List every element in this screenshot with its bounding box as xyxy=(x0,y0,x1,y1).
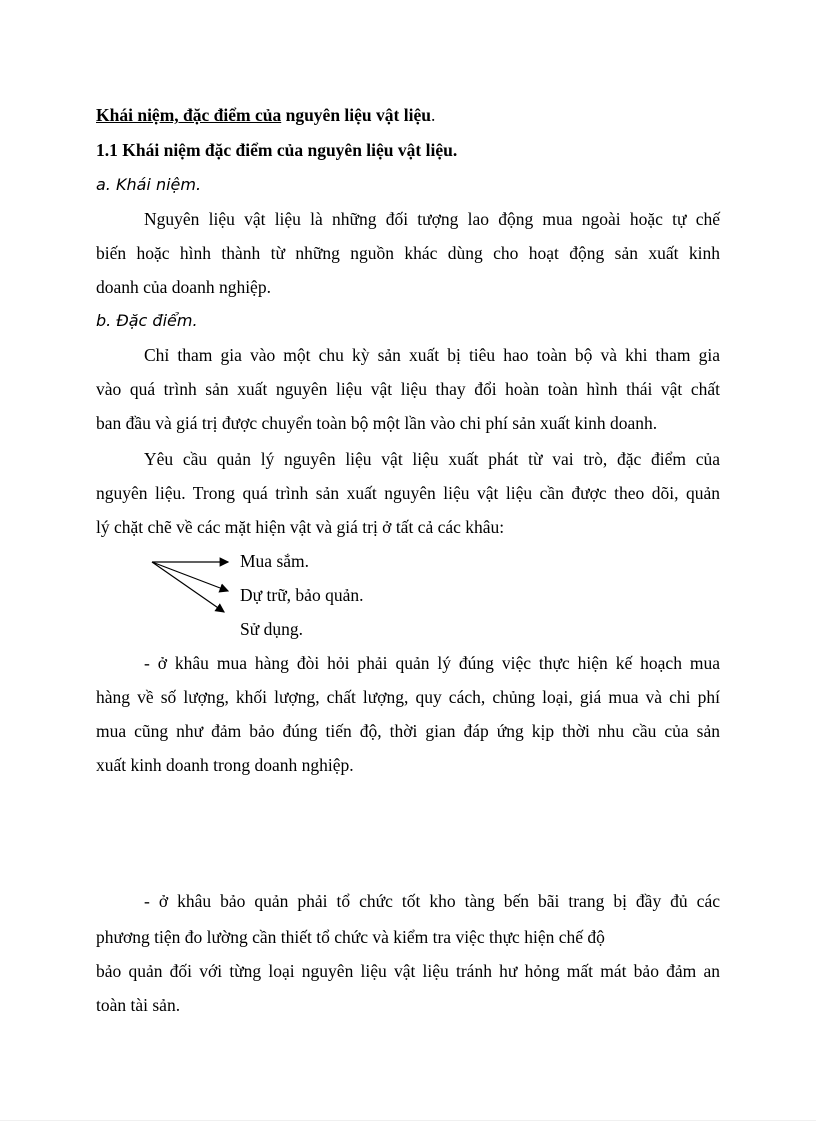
para1-line-1: Nguyên liệu vật liệu là những đối tượng lao động mua ngoài hoặc tự chế xyxy=(144,209,720,229)
stage-item-1: Mua sắm. xyxy=(240,551,310,571)
para1-line-2: biến hoặc hình thành từ những nguồn khác dùng cho hoạt động sản xuất kinh xyxy=(96,243,720,263)
stage-item-2: Dự trữ, bảo quản. xyxy=(240,585,364,605)
arrow-to-stage-2 xyxy=(152,562,228,591)
para4-line-3: mua cũng như đảm bảo đúng tiến độ, thời gian đáp ứng kịp thời nhu cầu của sản xyxy=(96,721,720,741)
para2-line-3: ban đầu và giá trị được chuyển toàn bộ một lần vào chi phí sản xuất kinh doanh. xyxy=(96,413,658,433)
para3-line-2: nguyên liệu. Trong quá trình sản xuất nguyên liệu vật liệu cần được theo dõi, quản xyxy=(96,483,720,503)
para5-line-4: toàn tài sản. xyxy=(96,995,181,1015)
arrow-to-stage-3 xyxy=(152,562,224,612)
para2-line-1: Chỉ tham gia vào một chu kỳ sản xuất bị tiêu hao toàn bộ và khi tham gia xyxy=(144,345,720,365)
para4-line-4: xuất kinh doanh trong doanh nghiệp. xyxy=(96,755,354,775)
para2-line-2: vào quá trình sản xuất nguyên liệu vật liệu thay đổi hoàn toàn hình thái vật chất xyxy=(96,379,720,399)
para1-line-3: doanh của doanh nghiệp. xyxy=(96,277,271,297)
document-heading xyxy=(96,98,720,132)
para4-line-2: hàng về số lượng, khối lượng, chất lượng, quy cách, chủng loại, giá mua và chi phí xyxy=(96,687,720,707)
page-bottom-divider xyxy=(0,1120,816,1121)
heading-dot: . xyxy=(430,105,436,125)
stages-arrow-diagram xyxy=(148,548,234,618)
section-title: 1.1 Khái niệm đặc điểm của nguyên liệu vật liệu. xyxy=(96,140,458,160)
para5-line-1: - ở khâu bảo quản phải tổ chức tốt kho tàng bến bãi trang bị đầy đủ các xyxy=(144,891,720,911)
para3-line-1: Yêu cầu quản lý nguyên liệu vật liệu xuất phát từ vai trò, đặc điểm của xyxy=(144,449,720,469)
heading-underlined: Khái niệm, đặc điểm của xyxy=(96,105,282,125)
stage-item-3: Sử dụng. xyxy=(240,619,303,639)
subheading-b: b. Đặc điểm. xyxy=(96,311,198,330)
para3-line-3: lý chặt chẽ về các mặt hiện vật và giá trị ở tất cả các khâu: xyxy=(96,517,505,537)
para4-line-1: - ở khâu mua hàng đòi hỏi phải quản lý đúng việc thực hiện kế hoạch mua xyxy=(144,653,720,673)
para5-line-3: bảo quản đối với từng loại nguyên liệu vật liệu tránh hư hỏng mất mát bảo đảm an xyxy=(96,961,720,981)
heading-rest: nguyên liệu vật liệu xyxy=(281,105,431,125)
para5-line-2: phương tiện đo lường cần thiết tổ chức và kiểm tra việc thực hiện chế độ xyxy=(96,927,605,947)
subheading-a: a. Khái niệm. xyxy=(96,175,202,194)
